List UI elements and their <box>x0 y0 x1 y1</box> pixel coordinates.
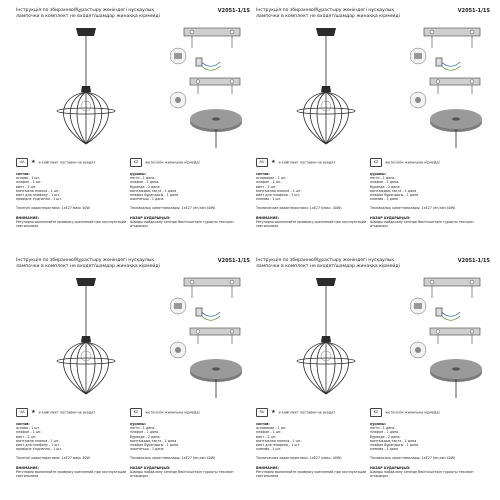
title-line-1: Інструкція по збиранню/Құрастыру жөніндегі нұсқаулық <box>256 258 395 263</box>
contents-item: плафон бұрандасы - 1 дана <box>130 443 179 448</box>
warning-heading: НАЗАР АУДАРЫҢЫЗ: <box>370 465 411 470</box>
country-badge: RU <box>256 408 268 417</box>
contents-item: провідне з'єднання - 1 шт. <box>16 447 63 452</box>
country-badge: KZ <box>370 408 382 417</box>
contents-item: монтажная планка - 1 шт. <box>256 188 302 193</box>
mounting-diagram <box>170 272 250 402</box>
country-badge: KZ <box>130 158 142 167</box>
warning-text: Шамды пайдалану кезінде бекіткіштерін тұрақты тексеріп отырыңыз <box>370 469 474 479</box>
contents-item: бұранда - 2 дана. <box>130 184 161 189</box>
contents-item: жалғағыш - 1 дана <box>130 197 164 202</box>
mounting-bar-icon <box>190 328 240 344</box>
contents-item: клемма - 1 дана <box>370 197 399 202</box>
contents-item: плафон бұрандасы - 1 дана <box>370 193 419 198</box>
contents-list <box>16 176 128 201</box>
detail-circle-icon <box>410 48 426 64</box>
spec-text: Технические характеристики: 1xE27 (макс. 40W) <box>256 456 342 461</box>
contents-list <box>16 426 128 451</box>
contents-item: винт для плафона - 1 шт. <box>256 193 301 198</box>
model-code: V2051-1/1S <box>217 258 250 264</box>
title-line-1: Інструкція по збиранню/Құрастыру жөніндегі нұсқаулық <box>16 258 155 263</box>
right-language-column <box>130 158 242 228</box>
contents-item: винт для плафону - 1 шт. <box>16 193 61 198</box>
contents-heading: состав: <box>256 172 270 176</box>
left-language-column <box>16 408 128 478</box>
contents-item: монтаждық тақта - 1 дана <box>130 438 177 443</box>
contents-heading: құрамы: <box>130 422 146 426</box>
ceiling-bracket-icon <box>424 28 480 48</box>
not-included-note: жеткізілім жинағына кірмейді <box>385 410 440 415</box>
wiring-icon <box>196 308 220 320</box>
pendant-lamp-illustration <box>256 16 396 156</box>
wiring-icon <box>436 308 460 320</box>
contents-item: основание - 1 шт. <box>256 176 287 181</box>
title-line-2: лампочки в комплект не входят/шамдар жинаққа кірмейді <box>256 264 400 269</box>
warning-heading: ВНИМАНИЕ: <box>16 465 39 470</box>
contents-item: клемма - 1 шт. <box>256 447 282 452</box>
right-language-column <box>370 408 482 478</box>
contents-item: плафон - 1 дана. <box>370 430 400 435</box>
contents-item: монтаждық тақта - 1 дана <box>370 188 417 193</box>
instruction-page <box>16 258 252 494</box>
detail-circle-icon-2 <box>410 92 426 108</box>
ceiling-bracket-icon <box>424 278 480 298</box>
right-language-column <box>130 408 242 478</box>
contents-item: плафон бұрандасы - 1 дана <box>130 193 179 198</box>
star-icon: ★ <box>31 409 36 416</box>
contents-item: негізі - 1 дана. <box>370 426 396 431</box>
contents-item: бұранда - 2 дана. <box>130 434 161 439</box>
contents-item: провідне з'єднання - 1 шт. <box>16 197 63 202</box>
detail-circle-icon <box>410 298 426 314</box>
canopy-disc-icon <box>430 359 482 398</box>
not-included-note: жеткізілім жинағына кірмейді <box>145 160 200 165</box>
mounting-bar-icon <box>430 328 480 344</box>
contents-item: монтажна планка - 1 шт. <box>16 438 60 443</box>
contents-heading: состав: <box>16 422 30 426</box>
contents-item: винт - 2 шт. <box>256 434 277 439</box>
contents-heading: состав: <box>256 422 270 426</box>
canopy-disc-icon <box>190 359 242 398</box>
spec-text: Техникалық сипаттамалары: 1xE27 (ең көп 40W) <box>130 206 216 211</box>
detail-circle-icon <box>170 48 186 64</box>
specification-block <box>16 408 252 494</box>
spec-text: Техникалық сипаттамалары: 1xE27 (ең көп 40W) <box>370 456 456 461</box>
wiring-icon <box>196 58 220 70</box>
title-line-2: лампочки в комплект не входят/шамдар жинаққа кірмейді <box>16 264 160 269</box>
left-language-column <box>256 408 368 478</box>
pendant-lamp-illustration <box>16 16 156 156</box>
spec-text: Технические характеристики: 1xE27 (макс. 40W) <box>256 206 342 211</box>
warning-heading: НАЗАР АУДАРЫҢЫЗ: <box>130 465 171 470</box>
model-code: V2051-1/1S <box>217 8 250 14</box>
left-language-column <box>256 158 368 228</box>
detail-circle-icon-2 <box>170 92 186 108</box>
contents-item: винт для плафона - 1 шт. <box>256 443 301 448</box>
contents-heading: құрамы: <box>370 172 386 176</box>
contents-item: монтаждық тақта - 1 дана <box>130 188 177 193</box>
contents-list <box>130 176 242 201</box>
title-line-1: Інструкція по збиранню/Құрастыру жөніндегі нұсқаулық <box>16 8 155 13</box>
contents-item: клемма - 1 дана <box>370 447 399 452</box>
detail-circle-icon <box>170 298 186 314</box>
mounting-bar-icon <box>430 78 480 94</box>
spec-text: Технічні характеристики: 1xE27 макс 40W <box>16 206 90 211</box>
model-code: V2051-1/1S <box>457 258 490 264</box>
mounting-diagram <box>410 272 490 402</box>
contents-heading: құрамы: <box>130 172 146 176</box>
contents-item: плафон - 1 шт. <box>16 180 42 185</box>
canopy-disc-icon <box>430 109 482 148</box>
mounting-diagram <box>170 22 250 152</box>
warning-heading: ВНИМАНИЕ: <box>256 215 279 220</box>
contents-list <box>256 426 368 451</box>
mounting-bar-icon <box>190 78 240 94</box>
warning-heading: ВНИМАНИЕ: <box>256 465 279 470</box>
pendant-lamp-illustration <box>16 266 156 406</box>
contents-item: основание - 1 шт. <box>256 426 287 431</box>
contents-list <box>256 176 368 201</box>
specification-block <box>16 158 252 244</box>
title-line-1: Інструкція по збиранню/Құрастыру жөніндегі нұсқаулық <box>256 8 395 13</box>
instruction-page <box>256 8 492 244</box>
contents-item: негізі - 1 дана. <box>130 176 156 181</box>
not-included-note: в комплект поставки не входит <box>38 160 96 165</box>
specification-block <box>256 158 492 244</box>
contents-item: монтажна планка - 1 шт. <box>16 188 60 193</box>
mounting-diagram <box>410 22 490 152</box>
title-line-2: лампочки в комплект не входят/шамдар жинаққа кірмейді <box>16 14 160 19</box>
contents-item: основа - 1 шт. <box>16 176 41 181</box>
specification-block <box>256 408 492 494</box>
instruction-page <box>16 8 252 244</box>
contents-heading: құрамы: <box>370 422 386 426</box>
left-language-column <box>16 158 128 228</box>
country-badge: UA <box>16 158 28 167</box>
instruction-page <box>256 258 492 494</box>
spec-text: Техникалық сипаттамалары: 1xE27 (ең көп 40W) <box>370 206 456 211</box>
not-included-note: в комплект поставки не входит <box>38 410 96 415</box>
contents-item: плафон - 1 дана. <box>130 430 160 435</box>
contents-item: плафон - 1 шт. <box>256 180 282 185</box>
pendant-lamp-illustration <box>256 266 396 406</box>
contents-item: монтаждық тақта - 1 дана <box>370 438 417 443</box>
country-badge: KZ <box>370 158 382 167</box>
right-language-column <box>370 158 482 228</box>
contents-item: негізі - 1 дана. <box>370 176 396 181</box>
detail-circle-icon-2 <box>410 342 426 358</box>
contents-list <box>370 176 482 201</box>
warning-heading: НАЗАР АУДАРЫҢЫЗ: <box>370 215 411 220</box>
contents-item: бұранда - 2 дана. <box>370 434 401 439</box>
warning-text: Шамды пайдалану кезінде бекіткіштерін тұрақты тексеріп отырыңыз <box>130 219 234 229</box>
contents-item: плафон - 1 шт. <box>16 430 42 435</box>
warning-text: Регулярно выполняйте проверку креплений при эксплуатации светильника <box>256 469 367 479</box>
contents-item: негізі - 1 дана. <box>130 426 156 431</box>
not-included-note: в комплект поставки не входит <box>278 410 336 415</box>
contents-item: жалғағыш - 1 дана <box>130 447 164 452</box>
country-badge: UA <box>16 408 28 417</box>
not-included-note: жеткізілім жинағына кірмейді <box>385 160 440 165</box>
contents-item: плафон - 1 шт. <box>256 430 282 435</box>
model-code: V2051-1/1S <box>457 8 490 14</box>
wiring-icon <box>436 58 460 70</box>
star-icon: ★ <box>31 159 36 166</box>
ceiling-bracket-icon <box>184 28 240 48</box>
warning-heading: НАЗАР АУДАРЫҢЫЗ: <box>130 215 171 220</box>
country-badge: KZ <box>130 408 142 417</box>
spec-text: Технічні характеристики: 1xE27 макс 40W <box>16 456 90 461</box>
star-icon: ★ <box>271 159 276 166</box>
contents-item: плафон бұрандасы - 1 дана <box>370 443 419 448</box>
contents-item: винт - 2 шт. <box>16 184 37 189</box>
canopy-disc-icon <box>190 109 242 148</box>
contents-list <box>130 426 242 451</box>
detail-circle-icon-2 <box>170 342 186 358</box>
contents-item: монтажная планка - 1 шт. <box>256 438 302 443</box>
contents-item: плафон - 1 дана. <box>130 180 160 185</box>
warning-heading: ВНИМАНИЕ: <box>16 215 39 220</box>
warning-text: Регулярно выполняйте проверку креплений при эксплуатации светильника <box>16 469 127 479</box>
contents-item: винт - 2 шт. <box>256 184 277 189</box>
contents-item: винт для плафону - 1 шт. <box>16 443 61 448</box>
contents-item: бұранда - 2 дана. <box>370 184 401 189</box>
contents-list <box>370 426 482 451</box>
warning-text: Регулярно выполняйте проверку креплений при эксплуатации светильника <box>256 219 367 229</box>
country-badge: RU <box>256 158 268 167</box>
title-line-2: лампочки в комплект не входят/шамдар жинаққа кірмейді <box>256 14 400 19</box>
star-icon: ★ <box>271 409 276 416</box>
contents-item: плафон - 1 дана. <box>370 180 400 185</box>
spec-text: Техникалық сипаттамалары: 1xE27 (ең көп 40W) <box>130 456 216 461</box>
contents-item: винт - 2 шт. <box>16 434 37 439</box>
contents-heading: состав: <box>16 172 30 176</box>
not-included-note: жеткізілім жинағына кірмейді <box>145 410 200 415</box>
warning-text: Регулярно выполняйте проверку креплений при эксплуатации светильника <box>16 219 127 229</box>
warning-text: Шамды пайдалану кезінде бекіткіштерін тұрақты тексеріп отырыңыз <box>370 219 474 229</box>
contents-item: основа - 1 шт. <box>16 426 41 431</box>
not-included-note: в комплект поставки не входит <box>278 160 336 165</box>
contents-item: клемма - 1 шт. <box>256 197 282 202</box>
warning-text: Шамды пайдалану кезінде бекіткіштерін тұрақты тексеріп отырыңыз <box>130 469 234 479</box>
ceiling-bracket-icon <box>184 278 240 298</box>
